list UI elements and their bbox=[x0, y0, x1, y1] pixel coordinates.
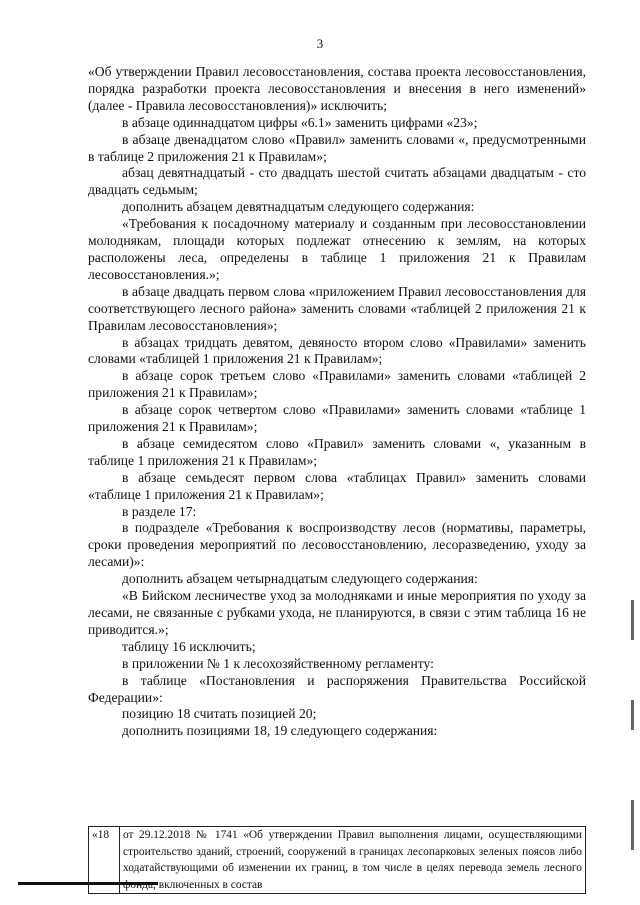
positions-table-body bbox=[89, 827, 586, 894]
paragraph: в абзацах тридцать девятом, девяносто втором слово «Правилами» заменить словами «таблицей 1 приложения 21 к Правилам»; bbox=[88, 334, 586, 367]
paragraph: в приложении № 1 к лесохозяйственному регламенту: bbox=[122, 655, 434, 671]
scan-edge-mark bbox=[631, 600, 634, 640]
paragraph: в таблице «Постановления и распоряжения Правительства Российской Федерации»: bbox=[88, 672, 586, 705]
paragraph: «В Бийском лесничестве уход за молодняками и иные мероприятия по уходу за лесами, не связанные с рубками ухода, не планируются, в связи с этим таблица 16 не приводится.»; bbox=[88, 588, 586, 637]
paragraph: в абзаце семидесятом слово «Правил» заменить словами «, указанным в таблице 1 приложения 21 к Правилам»; bbox=[88, 435, 586, 468]
paragraph: позицию 18 считать позицией 20; bbox=[122, 706, 317, 722]
paragraph: абзац девятнадцатый - сто двадцать шестой считать абзацами двадцатым - сто двадцать седьмым; bbox=[88, 165, 586, 198]
paragraph: дополнить абзацем девятнадцатым следующего содержания: bbox=[122, 199, 475, 215]
paragraph: в абзаце семьдесят первом слова «таблицах Правил» заменить словами «таблице 1 приложения 21 к Правилам»; bbox=[88, 469, 586, 502]
paragraph: в абзаце двенадцатом слово «Правил» заменить словами «, предусмотренными в таблице 2 приложения 21 к Правилам»; bbox=[88, 131, 586, 164]
page-number: 3 bbox=[316, 36, 324, 51]
paragraph: дополнить позициями 18, 19 следующего содержания: bbox=[122, 723, 438, 739]
scan-edge-mark bbox=[631, 700, 634, 730]
paragraph: в абзаце сорок четвертом слово «Правилами» заменить словами «таблице 1 приложения 21 к Правилам»; bbox=[88, 402, 586, 435]
footer-rule bbox=[18, 882, 158, 885]
position-text-cell: от 29.12.2018 № 1741 «Об утверждении Правил выполнения лицами, осуществляющими строительство зданий, строений, сооружений в границах лесопарковых зеленых поясов либо ходатайствующими об изменении их границ, в том числе в целях перевода земель лесного фонда, включенных в состав bbox=[120, 827, 586, 894]
paragraph: в абзаце одиннадцатом цифры «6.1» заменить цифрами «23»; bbox=[122, 114, 478, 130]
position-number-cell: «18 bbox=[89, 827, 120, 894]
paragraph: в абзаце двадцать первом слова «приложением Правил лесовосстановления для соответствующего лесного района» заменить словами «таблицей 2 приложения 21 к Правилам лесовосстановления»; bbox=[88, 283, 586, 333]
paragraph: в абзаце сорок третьем слово «Правилами» заменить словами «таблицей 2 приложения 21 к Правилам»; bbox=[88, 368, 586, 401]
paragraph: в подразделе «Требования к воспроизводству лесов (нормативы, параметры, сроки проведения мероприятий по лесовосстановлению, лесоразведению, уходу за лесами)»: bbox=[88, 520, 586, 570]
paragraph: дополнить абзацем четырнадцатым следующего содержания: bbox=[122, 571, 478, 587]
paragraph: в разделе 17: bbox=[122, 503, 197, 519]
scan-edge-mark bbox=[631, 800, 634, 850]
paragraph: таблицу 16 исключить; bbox=[122, 638, 256, 654]
table-row bbox=[89, 827, 586, 894]
document-body bbox=[88, 64, 586, 740]
paragraph: «Об утверждении Правил лесовосстановления, состава проекта лесовосстановления, порядка разработки проекта лесовосстановления и внесения в него изменений» (далее - Правила лесовосстановления)» исключить; bbox=[88, 64, 586, 113]
positions-table bbox=[88, 826, 586, 894]
paragraph: «Требования к посадочному материалу и созданным при лесовосстановлении молоднякам, площади которых подлежат отнесению к землям, на которых расположены леса, определены в таблице 1 приложения 21 к Правилам лесовосстановления.»; bbox=[88, 216, 586, 282]
